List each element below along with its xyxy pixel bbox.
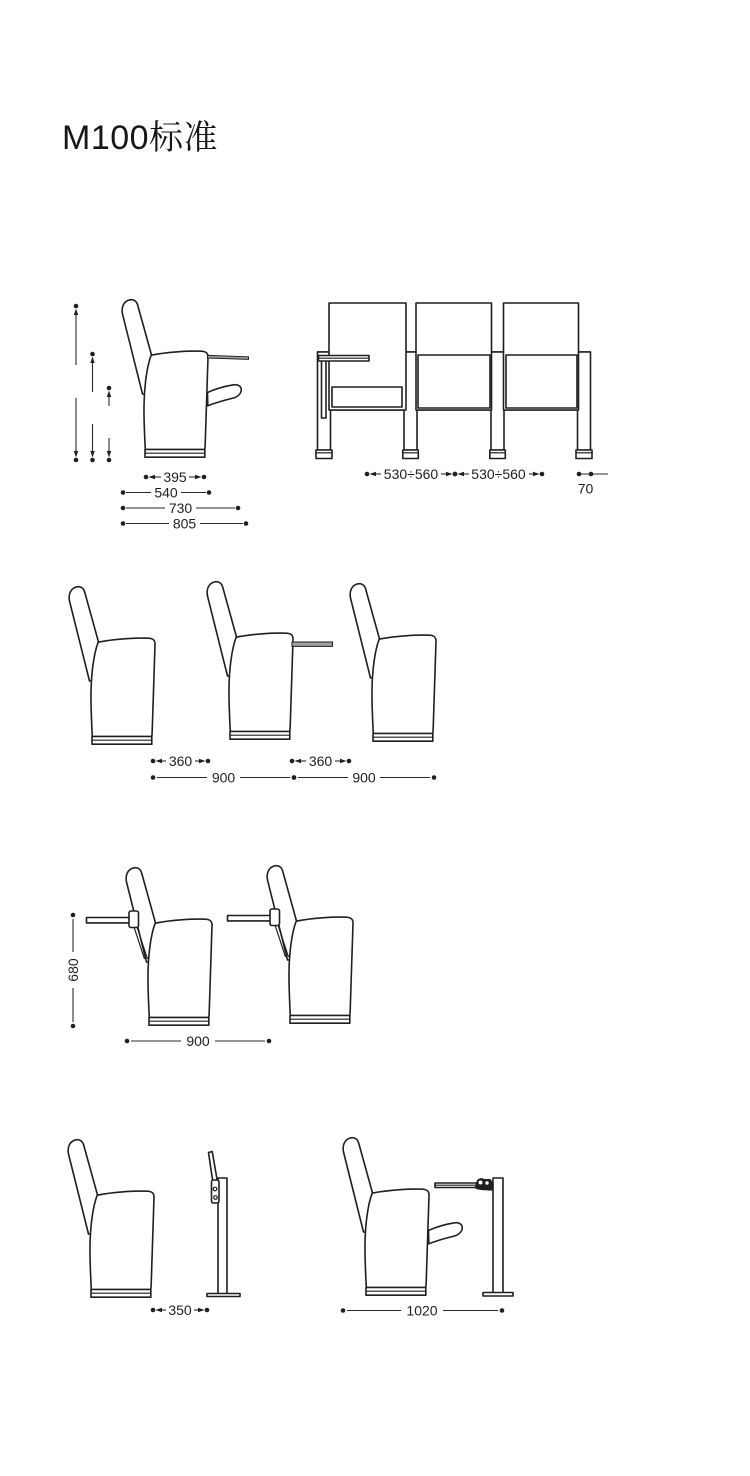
row-chair-3 bbox=[350, 584, 436, 742]
dim-1020-label: 1020 bbox=[406, 1302, 438, 1319]
figure-rear-tablet bbox=[65, 866, 353, 1049]
dim-back-to-back-1 bbox=[151, 769, 297, 785]
dim-360-1-label: 360 bbox=[168, 752, 193, 769]
dim-730-label: 730 bbox=[168, 499, 193, 516]
rear-writing-tablet-2 bbox=[228, 909, 289, 957]
armrest-2 bbox=[429, 1223, 463, 1244]
height-dimension-lines bbox=[74, 304, 112, 463]
dim-900-2-label: 900 bbox=[352, 769, 376, 786]
dim-pitch-2 bbox=[453, 466, 545, 482]
dim-leg-width-label: 70 bbox=[577, 480, 594, 497]
tablet-chair-2 bbox=[267, 866, 353, 1024]
dim-540 bbox=[121, 484, 212, 500]
extended-writing-tablet bbox=[292, 642, 333, 646]
dim-pitch-2-label: 530÷560 bbox=[471, 465, 526, 482]
seat-cushion bbox=[418, 355, 490, 408]
seat-side-chair bbox=[122, 300, 208, 458]
figure-floor-stand bbox=[68, 1138, 513, 1319]
armrest bbox=[208, 385, 242, 406]
dim-680-label: 680 bbox=[64, 958, 81, 982]
stand-chair-2 bbox=[343, 1138, 429, 1296]
row-chair-1 bbox=[69, 587, 155, 745]
dim-395 bbox=[144, 469, 207, 485]
dim-540-label: 540 bbox=[154, 484, 178, 501]
dim-805 bbox=[121, 515, 249, 531]
dim-leg-width bbox=[577, 472, 608, 497]
figure-row-spacing bbox=[69, 582, 436, 786]
seat-cushion bbox=[506, 355, 577, 408]
dim-stand-open bbox=[341, 1302, 505, 1318]
dim-900-3-label: 900 bbox=[186, 1032, 210, 1049]
dim-350-label: 350 bbox=[168, 1301, 192, 1318]
folded-seat bbox=[332, 387, 402, 407]
dim-395-label: 395 bbox=[163, 468, 187, 485]
dim-360-2-label: 360 bbox=[308, 752, 333, 769]
figure-seat-side bbox=[74, 300, 249, 532]
dim-tablet-height bbox=[65, 913, 81, 1029]
row-chair-2 bbox=[207, 582, 293, 740]
page-title: M100标准 bbox=[62, 119, 219, 157]
dim-pitch-1 bbox=[365, 466, 458, 482]
rear-writing-tablet-1 bbox=[87, 911, 148, 959]
dim-stand-closed bbox=[151, 1302, 210, 1318]
dim-back-to-back-2 bbox=[292, 769, 437, 785]
dim-row-spacing bbox=[125, 1033, 272, 1049]
dim-805-label: 805 bbox=[172, 515, 197, 532]
dim-pitch-1-label: 530÷560 bbox=[383, 465, 439, 482]
figure-seat-front bbox=[316, 303, 608, 497]
floor-stand-closed bbox=[207, 1152, 240, 1297]
tablet-chair-1 bbox=[126, 868, 212, 1026]
dim-900-1-label: 900 bbox=[211, 769, 236, 786]
dim-clearance-1 bbox=[151, 753, 211, 769]
stand-chair-1 bbox=[68, 1140, 154, 1298]
dim-730 bbox=[121, 500, 241, 516]
stowed-writing-tablet bbox=[208, 355, 249, 359]
dim-clearance-2 bbox=[290, 753, 352, 769]
